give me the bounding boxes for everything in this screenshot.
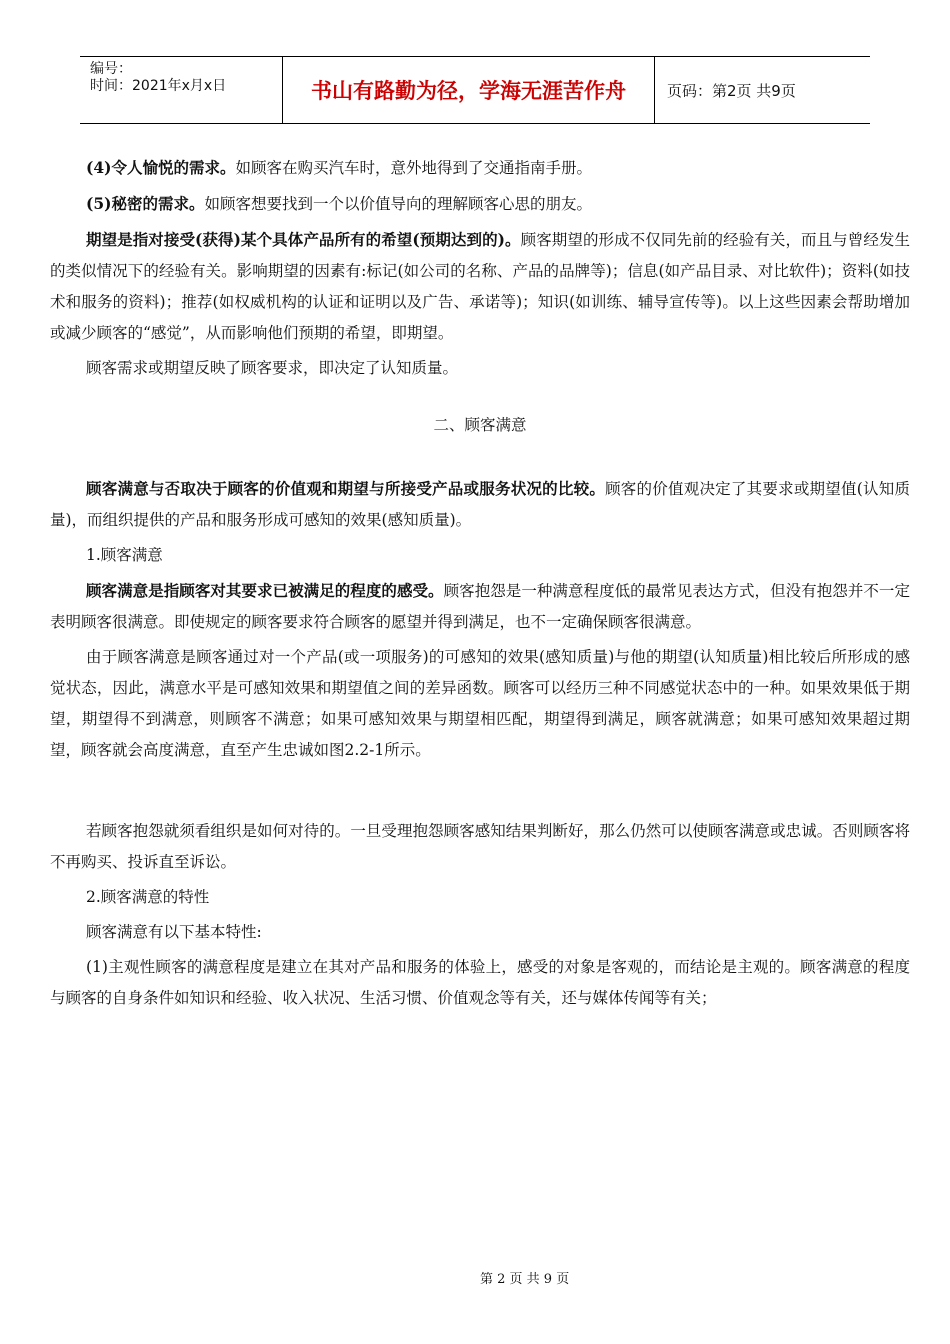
section-title: 二、顾客满意 bbox=[433, 416, 527, 434]
number-label: 编号： bbox=[90, 61, 132, 77]
header-page-info: 页码：第2页 共9页 bbox=[667, 81, 796, 100]
paragraph: (1)主观性顾客的满意程度是建立在其对产品和服务的体验上，感受的对象是客观的，而结论是主观的。顾客满意的程度与顾客的自身条件如知识和经验、收入状况、生活习惯、价值观念等有关，还与媒体传闻等有关； bbox=[50, 958, 910, 1007]
paragraph: 顾客满意有以下基本特性: bbox=[86, 923, 262, 941]
paragraph-text: 如顾客想要找到一个以价值导向的理解顾客心思的朋友。 bbox=[204, 195, 592, 213]
paragraph-bold: 期望是指对接受(获得)某个具体产品所有的希望(预期达到的)。 bbox=[86, 230, 521, 249]
paragraph bbox=[50, 152, 910, 184]
paragraph bbox=[50, 473, 910, 536]
paragraph-text: 顾客期望的形成不仅同先前的经验有关，而且与曾经发生的类似情况下的经验有关。影响期望的因素有:标记(如公司的名称、产品的品牌等)；信息(如产品目录、对比软件)；资料(如技术和服务的资料)；推荐(如权威机构的认证和证明以及广告、承诺等)；知识(如训练、辅导宣传等)。以上这些因素会帮助增加或减少顾客的“感觉”，从而影响他们预期的希望，即期望。 bbox=[50, 231, 910, 342]
document-body bbox=[50, 152, 910, 1018]
header-meta bbox=[80, 57, 282, 123]
page-footer: 第 2 页 共 9 页 bbox=[480, 1272, 570, 1287]
subheading: 2.顾客满意的特性 bbox=[86, 888, 210, 906]
paragraph-text: 如顾客在购买汽车时，意外地得到了交通指南手册。 bbox=[235, 159, 592, 177]
paragraph: 顾客需求或期望反映了顾客要求，即决定了认知质量。 bbox=[86, 359, 459, 377]
paragraph-text: 顾客抱怨是一种满意程度低的最常见表达方式，但没有抱怨并不一定表明顾客很满意。即使规定的顾客要求符合顾客的愿望并得到满足，也不一定确保顾客很满意。 bbox=[50, 582, 910, 631]
subheading: 1.顾客满意 bbox=[86, 546, 163, 564]
page-header bbox=[80, 56, 870, 124]
paragraph-bold: (4)令人愉悦的需求。 bbox=[86, 158, 236, 177]
figure-gap bbox=[50, 770, 910, 816]
paragraph-bold: (5)秘密的需求。 bbox=[86, 194, 205, 213]
paragraph: 由于顾客满意是顾客通过对一个产品(或一项服务)的可感知的效果(感知质量)与他的期望(认知质量)相比较后所形成的感觉状态，因此，满意水平是可感知效果和期望值之间的差异函数。顾客可以经历三种不同感觉状态中的一种。如果效果低于期望，期望得不到满意，则顾客不满意；如果可感知效果与期望相匹配，期望得到满足，顾客就满意；如果可感知效果超过期望，顾客就会高度满意，直至产生忠诚如图2.2-1所示。 bbox=[50, 648, 910, 759]
time-label: 时间：2021年x月x日 bbox=[90, 78, 227, 94]
header-motto: 书山有路勤为径，学海无涯苦作舟 bbox=[282, 57, 655, 123]
paragraph bbox=[50, 188, 910, 220]
paragraph: 若顾客抱怨就须看组织是如何对待的。一旦受理抱怨顾客感知结果判断好，那么仍然可以使顾客满意或忠诚。否则顾客将不再购买、投诉直至诉讼。 bbox=[50, 822, 910, 871]
paragraph-bold: 顾客满意是指顾客对其要求已被满足的程度的感受。 bbox=[86, 581, 444, 600]
paragraph bbox=[50, 224, 910, 349]
paragraph bbox=[50, 575, 910, 638]
paragraph-text: 顾客的价值观决定了其要求或期望值(认知质量)，而组织提供的产品和服务形成可感知的效果(感知质量)。 bbox=[50, 480, 910, 529]
paragraph-bold: 顾客满意与否取决于顾客的价值观和期望与所接受产品或服务状况的比较。 bbox=[86, 479, 606, 498]
